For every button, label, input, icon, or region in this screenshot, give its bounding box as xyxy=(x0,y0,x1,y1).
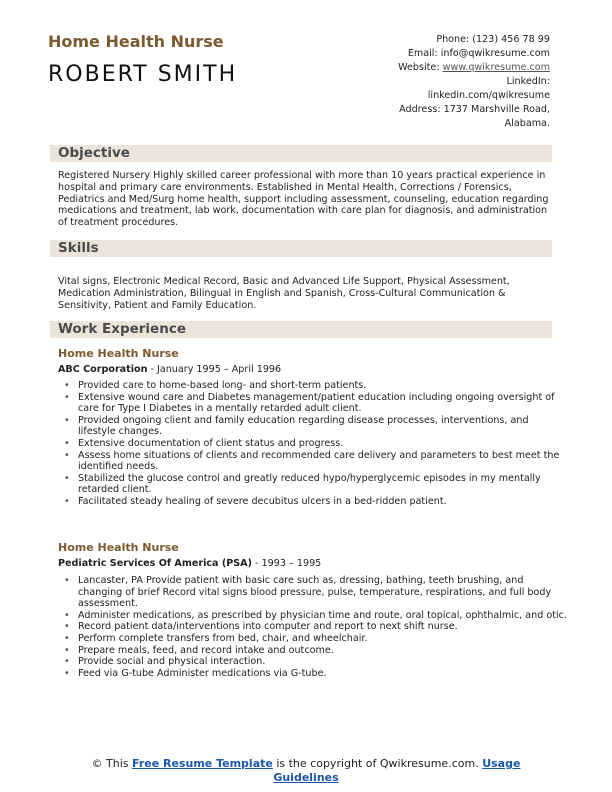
list-item: • Perform complete transfers from bed, chair, and wheelchair. xyxy=(78,633,568,645)
list-item: • Administer medications, as prescribed by physician time and route, oral topical, ophthalmic, and otic. xyxy=(78,610,568,622)
contact-address-line1: Address: 1737 Marshville Road, xyxy=(399,104,550,115)
objective-text: Registered Nursery Highly skilled career professional with more than 10 years practical experience in hospital and primary care environments. Established in Mental Health, Corrections / Forensics, Pediatrics and Med/Surg home health, support including assessment, counseling, education regarding medications and treatment, lab work, documentation with care plan for diagnosis, and administration of treatment procedures. xyxy=(58,170,549,229)
list-item: • Extensive documentation of client status and progress. xyxy=(78,438,568,450)
job-2-dates: - 1993 – 1995 xyxy=(252,558,322,569)
experience-title: Work Experience xyxy=(58,321,186,337)
website-label: Website: xyxy=(398,62,443,73)
skills-section-header xyxy=(50,240,552,257)
contact-linkedin-value: linkedin.com/qwikresume xyxy=(427,90,550,101)
list-item: • Lancaster, PA Provide patient with basic care such as, dressing, bathing, teeth brushing, and changing of brief Record vital signs blood pressure, pulse, temperature, respirations, and full body assessment. xyxy=(78,575,568,610)
list-item: • Prepare meals, feed, and record intake and outcome. xyxy=(78,645,568,657)
usage-guidelines-link-part2[interactable]: Guidelines xyxy=(273,771,339,784)
list-item: • Provide social and physical interaction. xyxy=(78,656,568,668)
contact-address-line2: Alabama. xyxy=(504,118,550,129)
list-item: • Assess home situations of clients and recommended care delivery and parameters to best meet the identified needs. xyxy=(78,450,568,473)
experience-section-header xyxy=(50,321,552,338)
candidate-name: ROBERT SMITH xyxy=(48,62,238,87)
contact-website xyxy=(398,61,550,75)
job-1-company: ABC Corporation xyxy=(58,364,148,375)
list-item: • Provided care to home-based long- and short-term patients. xyxy=(78,380,568,392)
skills-title: Skills xyxy=(58,240,99,256)
job-title: Home Health Nurse xyxy=(48,32,224,51)
job-1-bullets xyxy=(62,380,568,508)
list-item: • Feed via G-tube Administer medications via G-tube. xyxy=(78,668,568,680)
footer-middle: is the copyright of Qwikresume.com. xyxy=(272,757,483,770)
list-item: • Facilitated steady healing of severe decubitus ulcers in a bed-ridden patient. xyxy=(78,496,568,508)
skills-text: Vital signs, Electronic Medical Record, Basic and Advanced Life Support, Physical Assessment, Medication Administration, Bilingual in English and Spanish, Cross-Cultural Communication & Sensitivity, Patient and Family Education. xyxy=(58,276,510,311)
job-1-role: Home Health Nurse xyxy=(58,347,179,360)
job-1-dates: - January 1995 – April 1996 xyxy=(147,364,282,375)
list-item: • Extensive wound care and Diabetes management/patient education including ongoing oversight of care for Type I Diabetes in a mentally retarded adult client. xyxy=(78,392,568,415)
job-1-company-line xyxy=(58,364,281,375)
contact-email: Email: info@qwikresume.com xyxy=(407,48,550,59)
job-2-company: Pediatric Services Of America (PSA) xyxy=(58,558,252,569)
contact-phone: Phone: (123) 456 78 99 xyxy=(436,34,550,45)
objective-title: Objective xyxy=(58,145,130,161)
website-link[interactable]: www.qwikresume.com xyxy=(442,62,550,73)
list-item: • Stabilized the glucose control and greatly reduced hypo/hyperglycemic episodes in my mentally retarded client. xyxy=(78,473,568,496)
usage-guidelines-link-part1[interactable]: Usage xyxy=(482,757,521,770)
job-2-bullets xyxy=(62,575,568,679)
job-2-role: Home Health Nurse xyxy=(58,541,179,554)
footer-prefix: © This xyxy=(91,757,133,770)
contact-block xyxy=(398,33,550,131)
free-resume-template-link[interactable]: Free Resume Template xyxy=(132,757,273,770)
list-item: • Provided ongoing client and family education regarding disease processes, interventions, and lifestyle changes. xyxy=(78,415,568,438)
objective-section-header xyxy=(50,145,552,162)
footer xyxy=(0,757,612,785)
job-2-company-line xyxy=(58,558,321,569)
list-item: • Record patient data/interventions into computer and report to next shift nurse. xyxy=(78,621,568,633)
contact-linkedin-label: LinkedIn: xyxy=(506,76,550,87)
